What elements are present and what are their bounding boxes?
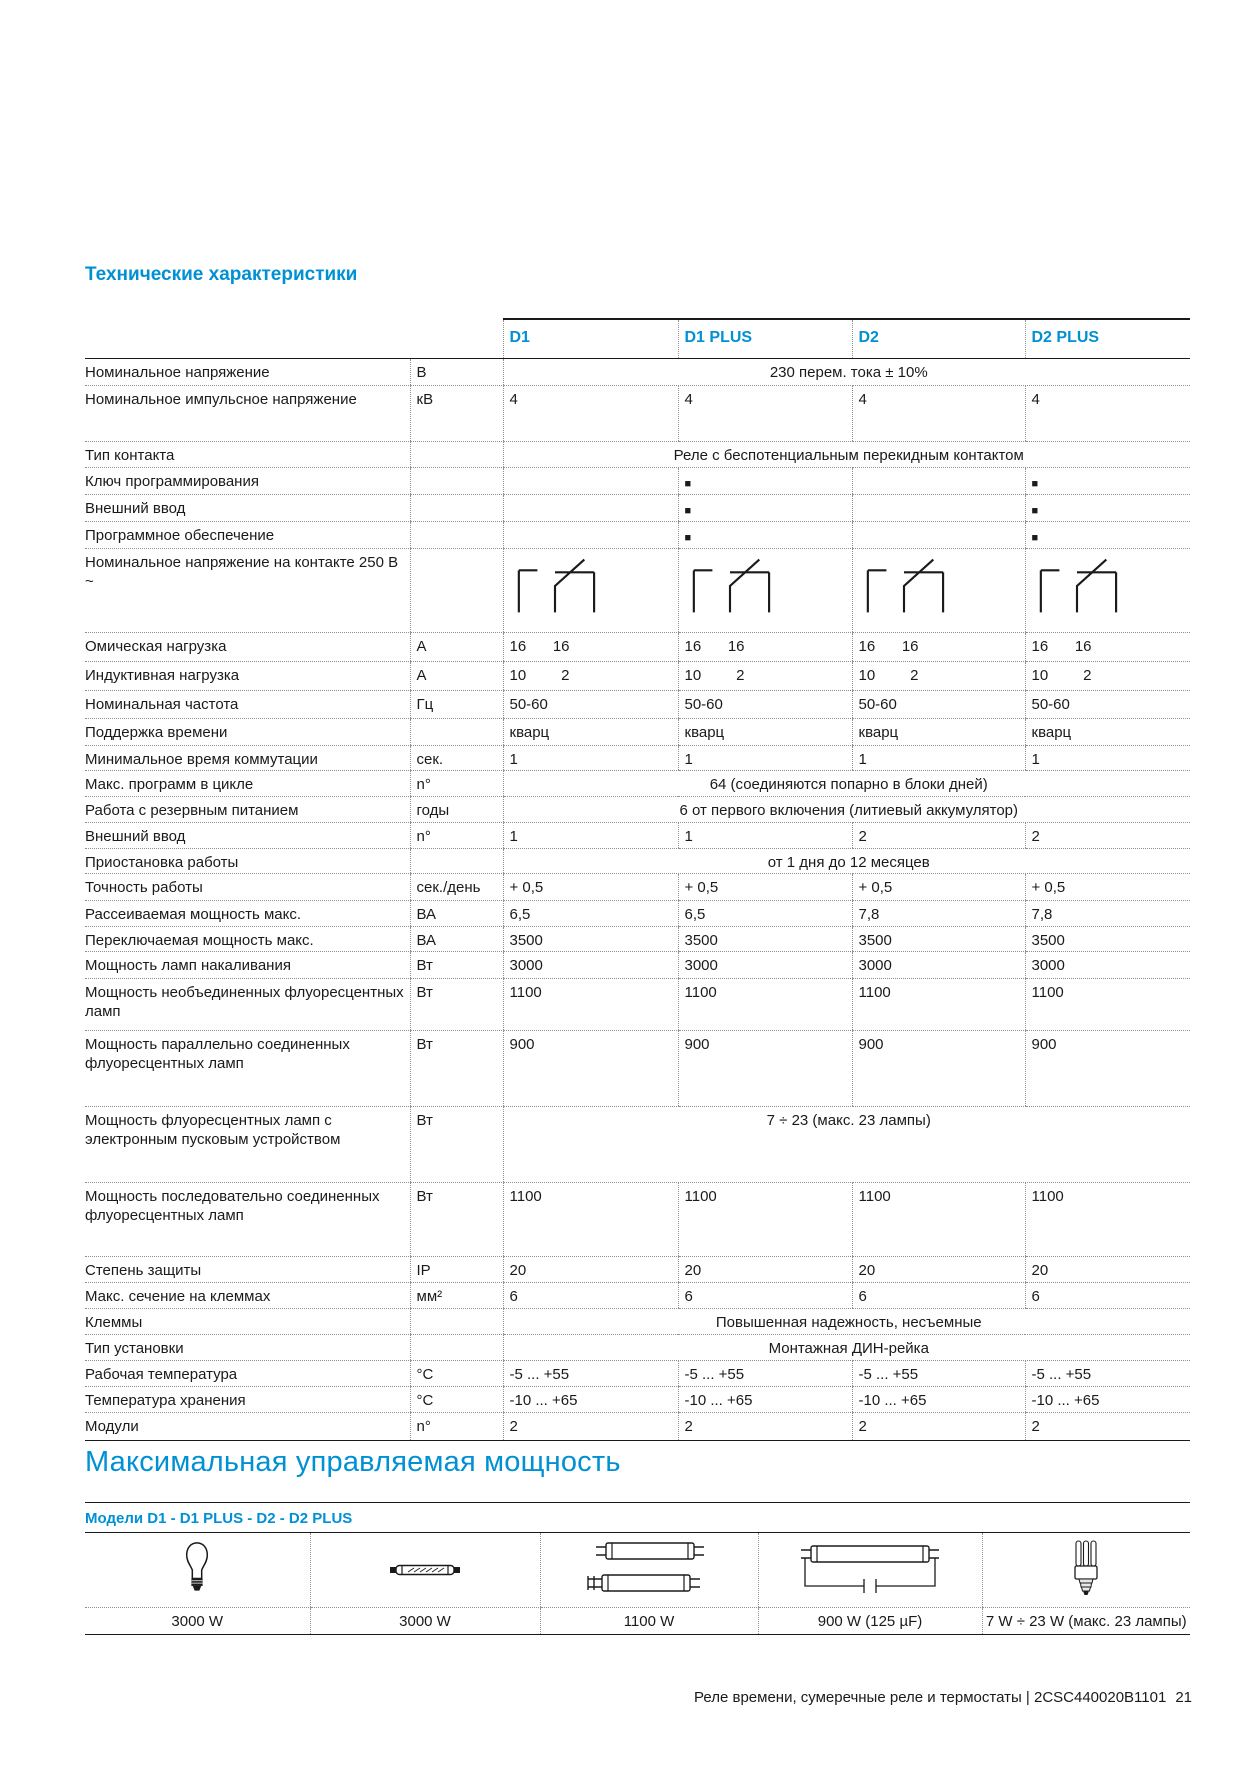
spec-cell-value: 20	[1025, 1257, 1190, 1283]
spec-row-span-value: Реле с беспотенциальным перекидным контактом	[503, 442, 1190, 468]
spec-cell-value	[852, 468, 1025, 495]
spec-cell-value: ■	[678, 522, 852, 549]
spec-table-row	[85, 1257, 1190, 1283]
spec-row-label: Тип контакта	[85, 442, 410, 468]
spec-cell-value: 1100	[503, 1183, 678, 1257]
spec-cell-value: 4	[852, 386, 1025, 442]
spec-cell-value: 6	[503, 1283, 678, 1309]
power-values-row	[85, 1608, 1190, 1635]
power-cell	[85, 1533, 310, 1608]
spec-header-d1plus: D1 PLUS	[678, 319, 852, 359]
spec-table-section	[85, 318, 1190, 1441]
power-table-section	[85, 1502, 1190, 1635]
spec-table-row	[85, 1107, 1190, 1183]
spec-row-unit: А	[410, 662, 503, 691]
spec-row-label: Точность работы	[85, 874, 410, 901]
spec-cell-value: 10 2	[503, 662, 678, 691]
spec-cell-value: 3000	[1025, 952, 1190, 979]
spec-cell-value: 1100	[678, 979, 852, 1031]
spec-cell-value: 2	[503, 1413, 678, 1441]
spec-cell-value: 3000	[678, 952, 852, 979]
spec-row-label: Тип установки	[85, 1335, 410, 1361]
spec-cell-value	[852, 522, 1025, 549]
spec-table-row	[85, 633, 1190, 662]
spec-row-label: Индуктивная нагрузка	[85, 662, 410, 691]
spec-cell-value: 10 2	[1025, 662, 1190, 691]
spec-row-unit: Вт	[410, 1183, 503, 1257]
spec-cell-value: ■	[1025, 522, 1190, 549]
spec-table-body	[85, 359, 1190, 1441]
spec-cell-value: ■	[1025, 495, 1190, 522]
spec-cell-value: 1	[503, 823, 678, 849]
spec-cell-value: + 0,5	[503, 874, 678, 901]
spec-cell-value: -5 ... +55	[503, 1361, 678, 1387]
spec-row-label: Омическая нагрузка	[85, 633, 410, 662]
spec-row-unit: °C	[410, 1387, 503, 1413]
page-title: Технические характеристики	[85, 264, 358, 285]
spec-row-span-value: 230 перем. тока ± 10%	[503, 359, 1190, 386]
cfl-lamp-icon	[1071, 1539, 1101, 1601]
power-value: 3000 W	[85, 1608, 310, 1635]
spec-table-row	[85, 746, 1190, 771]
spec-row-span-value: 64 (соединяются попарно в блоки дней)	[503, 771, 1190, 797]
spec-cell-value: 3000	[852, 952, 1025, 979]
spec-cell-value: ■	[1025, 468, 1190, 495]
spec-row-unit: n°	[410, 1413, 503, 1441]
spec-cell-value: 6,5	[678, 901, 852, 927]
spec-row-span-value: Монтажная ДИН-рейка	[503, 1335, 1190, 1361]
spec-cell-value: кварц	[1025, 719, 1190, 746]
spec-row-label: Минимальное время коммутации	[85, 746, 410, 771]
spec-table-row	[85, 522, 1190, 549]
spec-row-label: Макс. сечение на клеммах	[85, 1283, 410, 1309]
spec-cell-value: 6	[852, 1283, 1025, 1309]
spec-row-unit: годы	[410, 797, 503, 823]
spec-header-unit	[410, 319, 503, 359]
spec-header-d2plus: D2 PLUS	[1025, 319, 1190, 359]
spec-cell-value: 6	[678, 1283, 852, 1309]
spec-table-row	[85, 797, 1190, 823]
spec-row-label: Переключаемая мощность макс.	[85, 927, 410, 952]
spec-row-unit: мм²	[410, 1283, 503, 1309]
spec-cell-value: 2	[1025, 1413, 1190, 1441]
spec-row-unit: Гц	[410, 691, 503, 719]
spec-row-label: Клеммы	[85, 1309, 410, 1335]
incandescent-lamp-icon	[181, 1540, 213, 1600]
spec-cell-value: 4	[1025, 386, 1190, 442]
spec-row-unit: n°	[410, 823, 503, 849]
spec-row-label: Рассеиваемая мощность макс.	[85, 901, 410, 927]
spec-cell-value: 1100	[852, 1183, 1025, 1257]
spec-header-d1: D1	[503, 319, 678, 359]
spec-cell-value: 1	[1025, 746, 1190, 771]
spec-cell-value: 7,8	[852, 901, 1025, 927]
spec-table-row	[85, 874, 1190, 901]
spec-table-row	[85, 1413, 1190, 1441]
spec-table-row	[85, 691, 1190, 719]
spec-cell-value: -5 ... +55	[678, 1361, 852, 1387]
spec-cell-value: 6,5	[503, 901, 678, 927]
spec-row-unit: IP	[410, 1257, 503, 1283]
relay-changeover-contact-diagram	[861, 555, 947, 615]
power-cell	[982, 1533, 1190, 1608]
spec-cell-value: + 0,5	[1025, 874, 1190, 901]
spec-row-unit	[410, 849, 503, 874]
fluorescent-tube-capacitor-icon	[795, 1542, 945, 1598]
spec-row-unit: В	[410, 359, 503, 386]
spec-cell-value: 50-60	[503, 691, 678, 719]
spec-cell-value: 7,8	[1025, 901, 1190, 927]
spec-row-unit: Вт	[410, 979, 503, 1031]
spec-table-row	[85, 1387, 1190, 1413]
spec-cell-value: 1100	[1025, 979, 1190, 1031]
spec-cell-value	[503, 468, 678, 495]
spec-cell-value: 16 16	[1025, 633, 1190, 662]
spec-cell-value: кварц	[678, 719, 852, 746]
spec-cell-value: 1	[678, 823, 852, 849]
spec-row-unit	[410, 442, 503, 468]
spec-cell-value: 2	[852, 1413, 1025, 1441]
spec-row-label: Приостановка работы	[85, 849, 410, 874]
spec-row-unit: Вт	[410, 952, 503, 979]
spec-cell-value: 20	[852, 1257, 1025, 1283]
spec-cell-value: 1100	[852, 979, 1025, 1031]
relay-changeover-contact-diagram	[1034, 555, 1120, 615]
power-table-title: Модели D1 - D1 PLUS - D2 - D2 PLUS	[85, 1503, 1190, 1533]
spec-table-row	[85, 823, 1190, 849]
spec-row-unit	[410, 549, 503, 633]
spec-table-row	[85, 1335, 1190, 1361]
spec-table-row	[85, 771, 1190, 797]
spec-cell-diagram	[1025, 549, 1190, 633]
spec-cell-value: 1100	[1025, 1183, 1190, 1257]
spec-cell-value: 900	[1025, 1031, 1190, 1107]
spec-row-label: Внешний ввод	[85, 495, 410, 522]
spec-row-label: Модули	[85, 1413, 410, 1441]
spec-cell-value: 16 16	[503, 633, 678, 662]
spec-table-row	[85, 927, 1190, 952]
spec-cell-value	[503, 495, 678, 522]
section-title-max-power: Максимальная управляемая мощность	[85, 1446, 621, 1478]
spec-cell-value: 20	[678, 1257, 852, 1283]
spec-row-unit	[410, 495, 503, 522]
spec-row-unit	[410, 719, 503, 746]
spec-table-row	[85, 359, 1190, 386]
spec-table-row	[85, 1183, 1190, 1257]
halogen-lamp-icon	[387, 1559, 463, 1581]
spec-table-row	[85, 468, 1190, 495]
spec-cell-value: -10 ... +65	[852, 1387, 1025, 1413]
spec-cell-diagram	[503, 549, 678, 633]
spec-row-label: Мощность последовательно соединенных флуоресцентных ламп	[85, 1183, 410, 1257]
spec-cell-value: 20	[503, 1257, 678, 1283]
spec-row-unit: Вт	[410, 1107, 503, 1183]
spec-row-label: Работа с резервным питанием	[85, 797, 410, 823]
spec-row-span-value: 7 ÷ 23 (макс. 23 лампы)	[503, 1107, 1190, 1183]
spec-table-row	[85, 849, 1190, 874]
spec-row-label: Номинальное импульсное напряжение	[85, 386, 410, 442]
page-footer	[694, 1689, 1192, 1706]
spec-table-row	[85, 495, 1190, 522]
spec-table-row	[85, 979, 1190, 1031]
power-cell	[540, 1533, 758, 1608]
spec-cell-value: 4	[503, 386, 678, 442]
spec-cell-value	[503, 522, 678, 549]
power-value: 900 W (125 µF)	[758, 1608, 982, 1635]
spec-row-label: Степень защиты	[85, 1257, 410, 1283]
spec-cell-value: 1	[852, 746, 1025, 771]
spec-row-label: Макс. программ в цикле	[85, 771, 410, 797]
spec-row-unit: Вт	[410, 1031, 503, 1107]
spec-row-label: Ключ программирования	[85, 468, 410, 495]
spec-row-unit: сек./день	[410, 874, 503, 901]
spec-table-row	[85, 1031, 1190, 1107]
power-value: 3000 W	[310, 1608, 540, 1635]
spec-row-label: Программное обеспечение	[85, 522, 410, 549]
spec-table-row	[85, 952, 1190, 979]
power-icons-row	[85, 1533, 1190, 1608]
power-cell	[758, 1533, 982, 1608]
power-value: 7 W ÷ 23 W (макс. 23 лампы)	[982, 1608, 1190, 1635]
spec-row-span-value: от 1 дня до 12 месяцев	[503, 849, 1190, 874]
spec-table-row	[85, 386, 1190, 442]
spec-cell-value: 1100	[678, 1183, 852, 1257]
power-table	[85, 1502, 1190, 1635]
spec-cell-value: -10 ... +65	[678, 1387, 852, 1413]
spec-cell-value: 2	[1025, 823, 1190, 849]
spec-cell-value: ■	[678, 495, 852, 522]
spec-cell-value: 50-60	[1025, 691, 1190, 719]
spec-cell-value: 50-60	[678, 691, 852, 719]
power-table-header-row	[85, 1503, 1190, 1533]
spec-header-empty	[85, 319, 410, 359]
spec-cell-value: 6	[1025, 1283, 1190, 1309]
spec-cell-diagram	[852, 549, 1025, 633]
spec-row-unit	[410, 1335, 503, 1361]
spec-row-unit	[410, 468, 503, 495]
spec-table-row	[85, 549, 1190, 633]
spec-cell-value: + 0,5	[678, 874, 852, 901]
spec-cell-value: -5 ... +55	[1025, 1361, 1190, 1387]
spec-cell-value: 16 16	[678, 633, 852, 662]
spec-cell-value: кварц	[852, 719, 1025, 746]
footer-page-number: 21	[1175, 1689, 1192, 1706]
spec-cell-value: 50-60	[852, 691, 1025, 719]
spec-row-label: Поддержка времени	[85, 719, 410, 746]
spec-cell-value: 2	[678, 1413, 852, 1441]
spec-table	[85, 318, 1190, 1441]
spec-row-unit: ВА	[410, 927, 503, 952]
spec-row-unit	[410, 1309, 503, 1335]
spec-cell-value: кварц	[503, 719, 678, 746]
spec-cell-value: -5 ... +55	[852, 1361, 1025, 1387]
spec-cell-diagram	[678, 549, 852, 633]
spec-row-unit	[410, 522, 503, 549]
spec-table-row	[85, 901, 1190, 927]
spec-cell-value: 1100	[503, 979, 678, 1031]
power-cell	[310, 1533, 540, 1608]
relay-changeover-contact-diagram	[687, 555, 773, 615]
spec-cell-value: 1	[678, 746, 852, 771]
spec-row-unit: кВ	[410, 386, 503, 442]
spec-cell-value: 1	[503, 746, 678, 771]
spec-table-row	[85, 1361, 1190, 1387]
fluorescent-tubes-icon	[584, 1539, 714, 1601]
spec-cell-value: 16 16	[852, 633, 1025, 662]
spec-table-row	[85, 1309, 1190, 1335]
spec-row-unit: ВА	[410, 901, 503, 927]
footer-text: Реле времени, сумеречные реле и термостаты | 2CSC440020B1101	[694, 1689, 1167, 1706]
spec-row-label: Номинальная частота	[85, 691, 410, 719]
spec-row-unit: А	[410, 633, 503, 662]
spec-cell-value: 900	[503, 1031, 678, 1107]
spec-row-label: Рабочая температура	[85, 1361, 410, 1387]
spec-row-label: Номинальное напряжение	[85, 359, 410, 386]
spec-table-row	[85, 1283, 1190, 1309]
spec-cell-value: -10 ... +65	[1025, 1387, 1190, 1413]
spec-row-span-value: Повышенная надежность, несъемные	[503, 1309, 1190, 1335]
relay-changeover-contact-diagram	[512, 555, 598, 615]
spec-row-label: Внешний ввод	[85, 823, 410, 849]
spec-cell-value: 900	[678, 1031, 852, 1107]
spec-row-span-value: 6 от первого включения (литиевый аккумулятор)	[503, 797, 1190, 823]
spec-table-row	[85, 442, 1190, 468]
spec-cell-value: -10 ... +65	[503, 1387, 678, 1413]
spec-cell-value: ■	[678, 468, 852, 495]
spec-cell-value: 3500	[503, 927, 678, 952]
spec-table-row	[85, 662, 1190, 691]
spec-cell-value: 10 2	[852, 662, 1025, 691]
spec-row-label: Номинальное напряжение на контакте 250 В ~	[85, 549, 410, 633]
spec-cell-value: 3500	[1025, 927, 1190, 952]
spec-row-label: Мощность ламп накаливания	[85, 952, 410, 979]
spec-cell-value: 2	[852, 823, 1025, 849]
spec-cell-value: 3000	[503, 952, 678, 979]
spec-row-unit: сек.	[410, 746, 503, 771]
spec-row-label: Мощность параллельно соединенных флуоресцентных ламп	[85, 1031, 410, 1107]
spec-cell-value: + 0,5	[852, 874, 1025, 901]
spec-cell-value: 3500	[852, 927, 1025, 952]
spec-row-label: Мощность флуоресцентных ламп с электронным пусковым устройством	[85, 1107, 410, 1183]
spec-header-d2: D2	[852, 319, 1025, 359]
spec-table-header-row	[85, 319, 1190, 359]
spec-cell-value: 4	[678, 386, 852, 442]
spec-table-row	[85, 719, 1190, 746]
spec-cell-value: 10 2	[678, 662, 852, 691]
spec-row-unit: °C	[410, 1361, 503, 1387]
spec-row-label: Температура хранения	[85, 1387, 410, 1413]
spec-row-unit: n°	[410, 771, 503, 797]
power-value: 1100 W	[540, 1608, 758, 1635]
spec-cell-value: 900	[852, 1031, 1025, 1107]
spec-cell-value: 3500	[678, 927, 852, 952]
spec-cell-value	[852, 495, 1025, 522]
spec-row-label: Мощность необъединенных флуоресцентных ламп	[85, 979, 410, 1031]
